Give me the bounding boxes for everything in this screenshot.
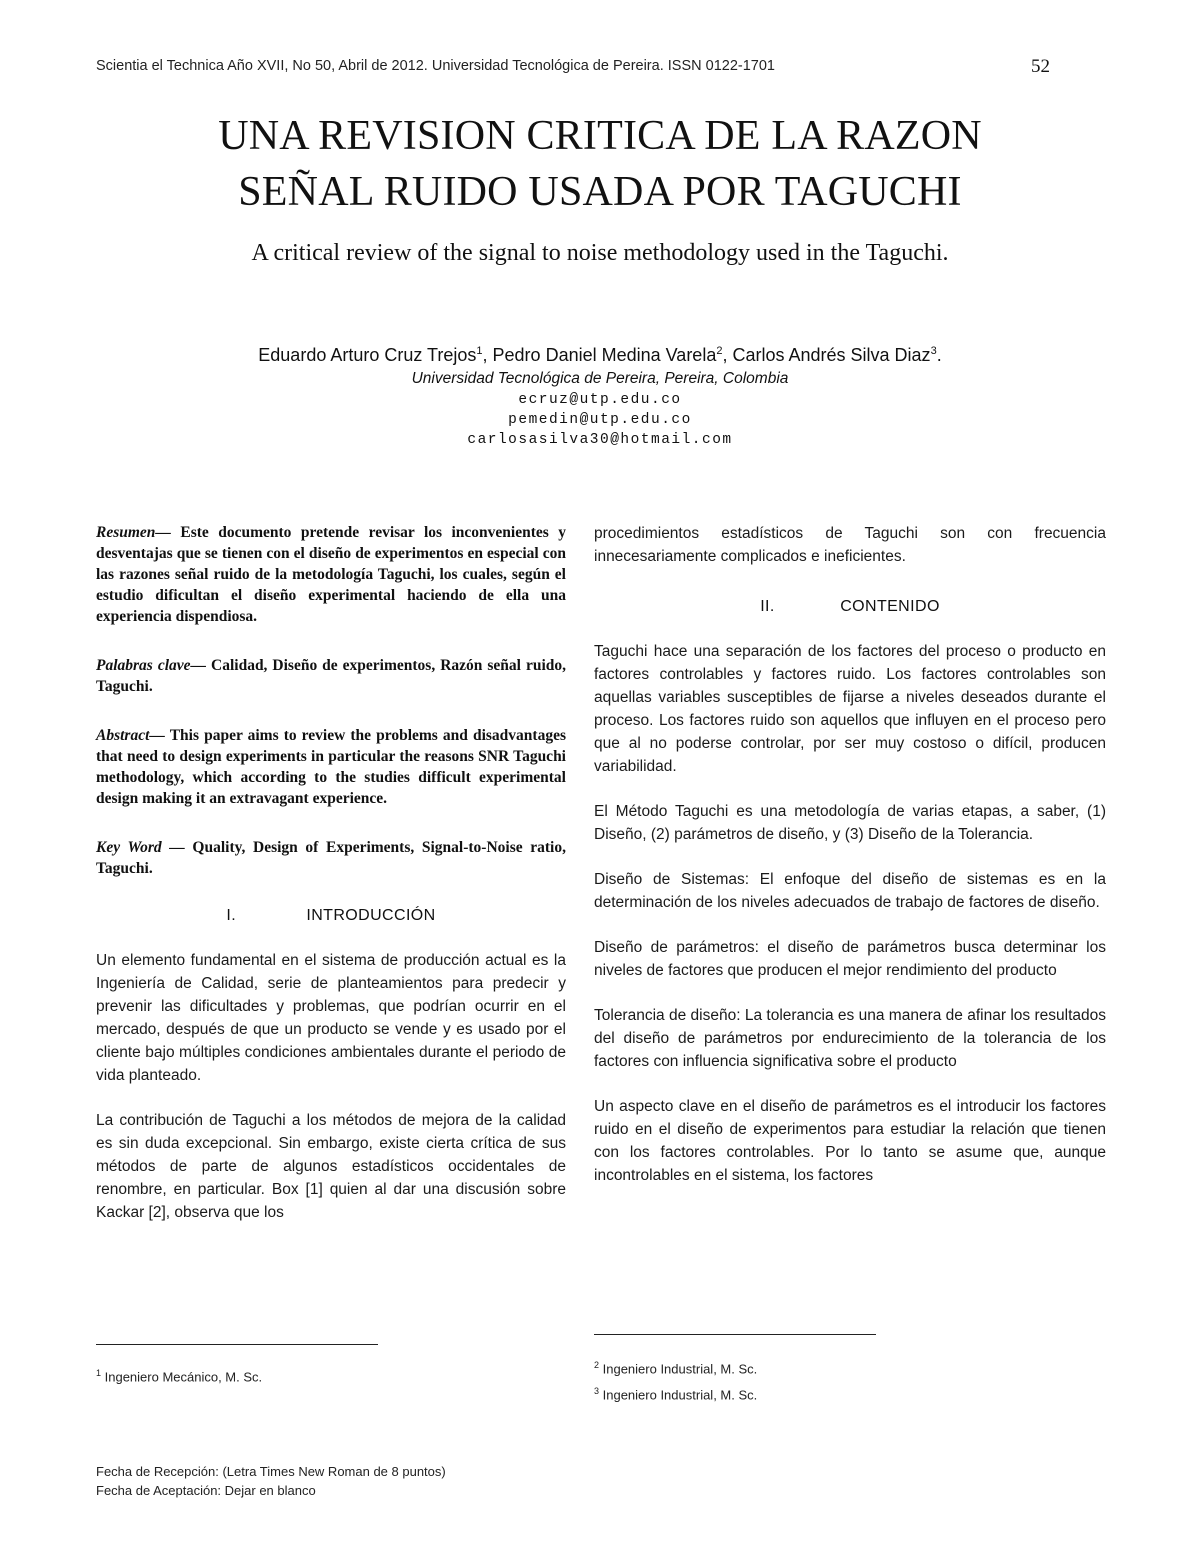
resumen-lead: Resumen— (96, 524, 171, 541)
author-3: Carlos Andrés Silva Diaz (732, 345, 931, 365)
running-header: Scientia el Technica Año XVII, No 50, Abril de 2012. Universidad Tecnológica de Pereira. ISSN 0122-1701 (96, 58, 775, 74)
contenido-paragraph-4: Diseño de parámetros: el diseño de parámetros busca determinar los niveles de factores que producen el mejor rendimiento del producto (594, 939, 1106, 979)
email-2[interactable]: pemedin@utp.edu.co (508, 412, 692, 428)
author-3-sup: 3 (930, 345, 937, 357)
abstract-paragraph (96, 725, 566, 809)
title-line-1: UNA REVISION CRITICA DE LA RAZON (218, 113, 982, 159)
fecha-aceptacion: Fecha de Aceptación: Dejar en blanco (96, 1483, 316, 1498)
intro-paragraph-2: La contribución de Taguchi a los métodos de mejora de la calidad es sin duda excepcional. Sin embargo, existe cierta crítica de sus métodos de parte de algunos estadísticos occidentales de renombre, en particular. Box [1] quien al dar una discusión sobre Kackar [2], observa que los (96, 1112, 566, 1221)
abstract-text: This paper aims to review the problems and disadvantages that need to design experiments in particular the reasons SNR Taguchi methodology, which according to the studies difficult experimental design making it an extravagant experience. (96, 727, 566, 807)
contenido-paragraph-2: El Método Taguchi es una metodología de varias etapas, a saber, (1) Diseño, (2) parámetros de diseño, y (3) Diseño de la Tolerancia. (594, 803, 1106, 843)
author-1-sup: 1 (476, 345, 483, 357)
section-2-number: II. (760, 598, 775, 615)
intro-paragraph-1: Un elemento fundamental en el sistema de producción actual es la Ingeniería de Calidad, serie de planteamientos para predecir y prevenir las dificultades y problemas, que podrían ocurrir en el mercado, después de que un producto se vende y es usado por el cliente bajo múltiples condiciones ambientales durante el periodo de vida planteado. (96, 952, 566, 1084)
footnote-1 (96, 1368, 262, 1384)
keyword-paragraph (96, 837, 566, 879)
paper-title (60, 108, 1140, 220)
keyword-lead: Key Word — (96, 839, 185, 856)
email-3[interactable]: carlosasilva30@hotmail.com (467, 432, 733, 448)
title-line-2: SEÑAL RUIDO USADA POR TAGUCHI (238, 169, 962, 215)
section-2-title: CONTENIDO (840, 598, 940, 615)
author-2: Pedro Daniel Medina Varela (492, 345, 717, 365)
resumen-paragraph (96, 522, 566, 627)
section-1-number: I. (226, 907, 237, 924)
contenido-paragraph-1: Taguchi hace una separación de los factores del proceso o producto en factores controlables y factores ruido. Los factores controlables son aquellas variables susceptibles de fijarse a niveles deseados durante el proceso. Los factores ruido son aquellos que influyen en el proceso pero que al no poderse controlar, por ser muy costoso o difícil, producen variabilidad. (594, 643, 1106, 775)
author-2-sup: 2 (716, 345, 723, 357)
author-1: Eduardo Arturo Cruz Trejos (258, 345, 477, 365)
affiliation: Universidad Tecnológica de Pereira, Pereira, Colombia (411, 370, 789, 387)
footnote-1-text: Ingeniero Mecánico, M. Sc. (101, 1369, 263, 1385)
right-continuation-paragraph: procedimientos estadísticos de Taguchi son con frecuencia innecesariamente complicados e ineficientes. (594, 525, 1106, 565)
section-1-title: INTRODUCCIÓN (306, 907, 436, 924)
dates-block (96, 1462, 446, 1500)
footnote-3-text: Ingeniero Industrial, M. Sc. (599, 1387, 758, 1403)
footnote-3 (594, 1386, 757, 1402)
section-heading-contenido (594, 598, 1106, 616)
footnote-2-sup: 2 (594, 1360, 600, 1370)
section-heading-introduccion (96, 907, 566, 925)
footnote-rule-right (594, 1334, 876, 1335)
footnote-2-text: Ingeniero Industrial, M. Sc. (599, 1361, 758, 1377)
footnote-3-sup: 3 (594, 1386, 600, 1396)
footnote-2 (594, 1360, 757, 1376)
contenido-paragraph-6: Un aspecto clave en el diseño de parámetros es el introducir los factores ruido en el diseño de experimentos para estudiar la relación que tienen con los factores controlables. Por lo tanto se asume que, aunque incontrolables en el sistema, los factores (594, 1098, 1106, 1184)
page-number: 52 (1031, 56, 1050, 77)
contenido-paragraph-3: Diseño de Sistemas: El enfoque del diseño de sistemas es en la determinación de los niveles adecuados de trabajo de factores de diseño. (594, 871, 1106, 911)
footnote-rule-left (96, 1344, 378, 1345)
author-block (60, 338, 1140, 450)
left-column (96, 522, 566, 1246)
email-1[interactable]: ecruz@utp.edu.co (518, 392, 682, 408)
contenido-paragraph-5: Tolerancia de diseño: La tolerancia es una manera de afinar los resultados del diseño de parámetros por endurecimiento de la tolerancia de los factores con influencia significativa sobre el producto (594, 1007, 1106, 1070)
abstract-lead: Abstract— (96, 727, 165, 744)
palabras-clave-paragraph (96, 655, 566, 697)
palabras-lead: Palabras clave— (96, 657, 207, 674)
footnote-1-sup: 1 (96, 1368, 102, 1378)
resumen-text: Este documento pretende revisar los inconvenientes y desventajas que se tienen con el diseño de experimentos en especial con las razones señal ruido de la metodología Taguchi, los cuales, según el estudio dificultan el diseño experimental haciendo de ella una experiencia dispendiosa. (96, 524, 566, 625)
paper-subtitle: A critical review of the signal to noise methodology used in the Taguchi. (251, 240, 949, 266)
right-column (594, 522, 1106, 1209)
author-line: Eduardo Arturo Cruz Trejos$^1$, Pedro Daniel Medina Varela$^2$, Carlos Andrés Silva Diaz$^3$. (258, 345, 942, 365)
fecha-recepcion: Fecha de Recepción: (Letra Times New Roman de 8 puntos) (96, 1464, 446, 1479)
keyword-text: Quality, Design of Experiments, Signal-to-Noise ratio, Taguchi. (96, 839, 566, 877)
palabras-text: Calidad, Diseño de experimentos, Razón señal ruido, Taguchi. (96, 657, 566, 695)
